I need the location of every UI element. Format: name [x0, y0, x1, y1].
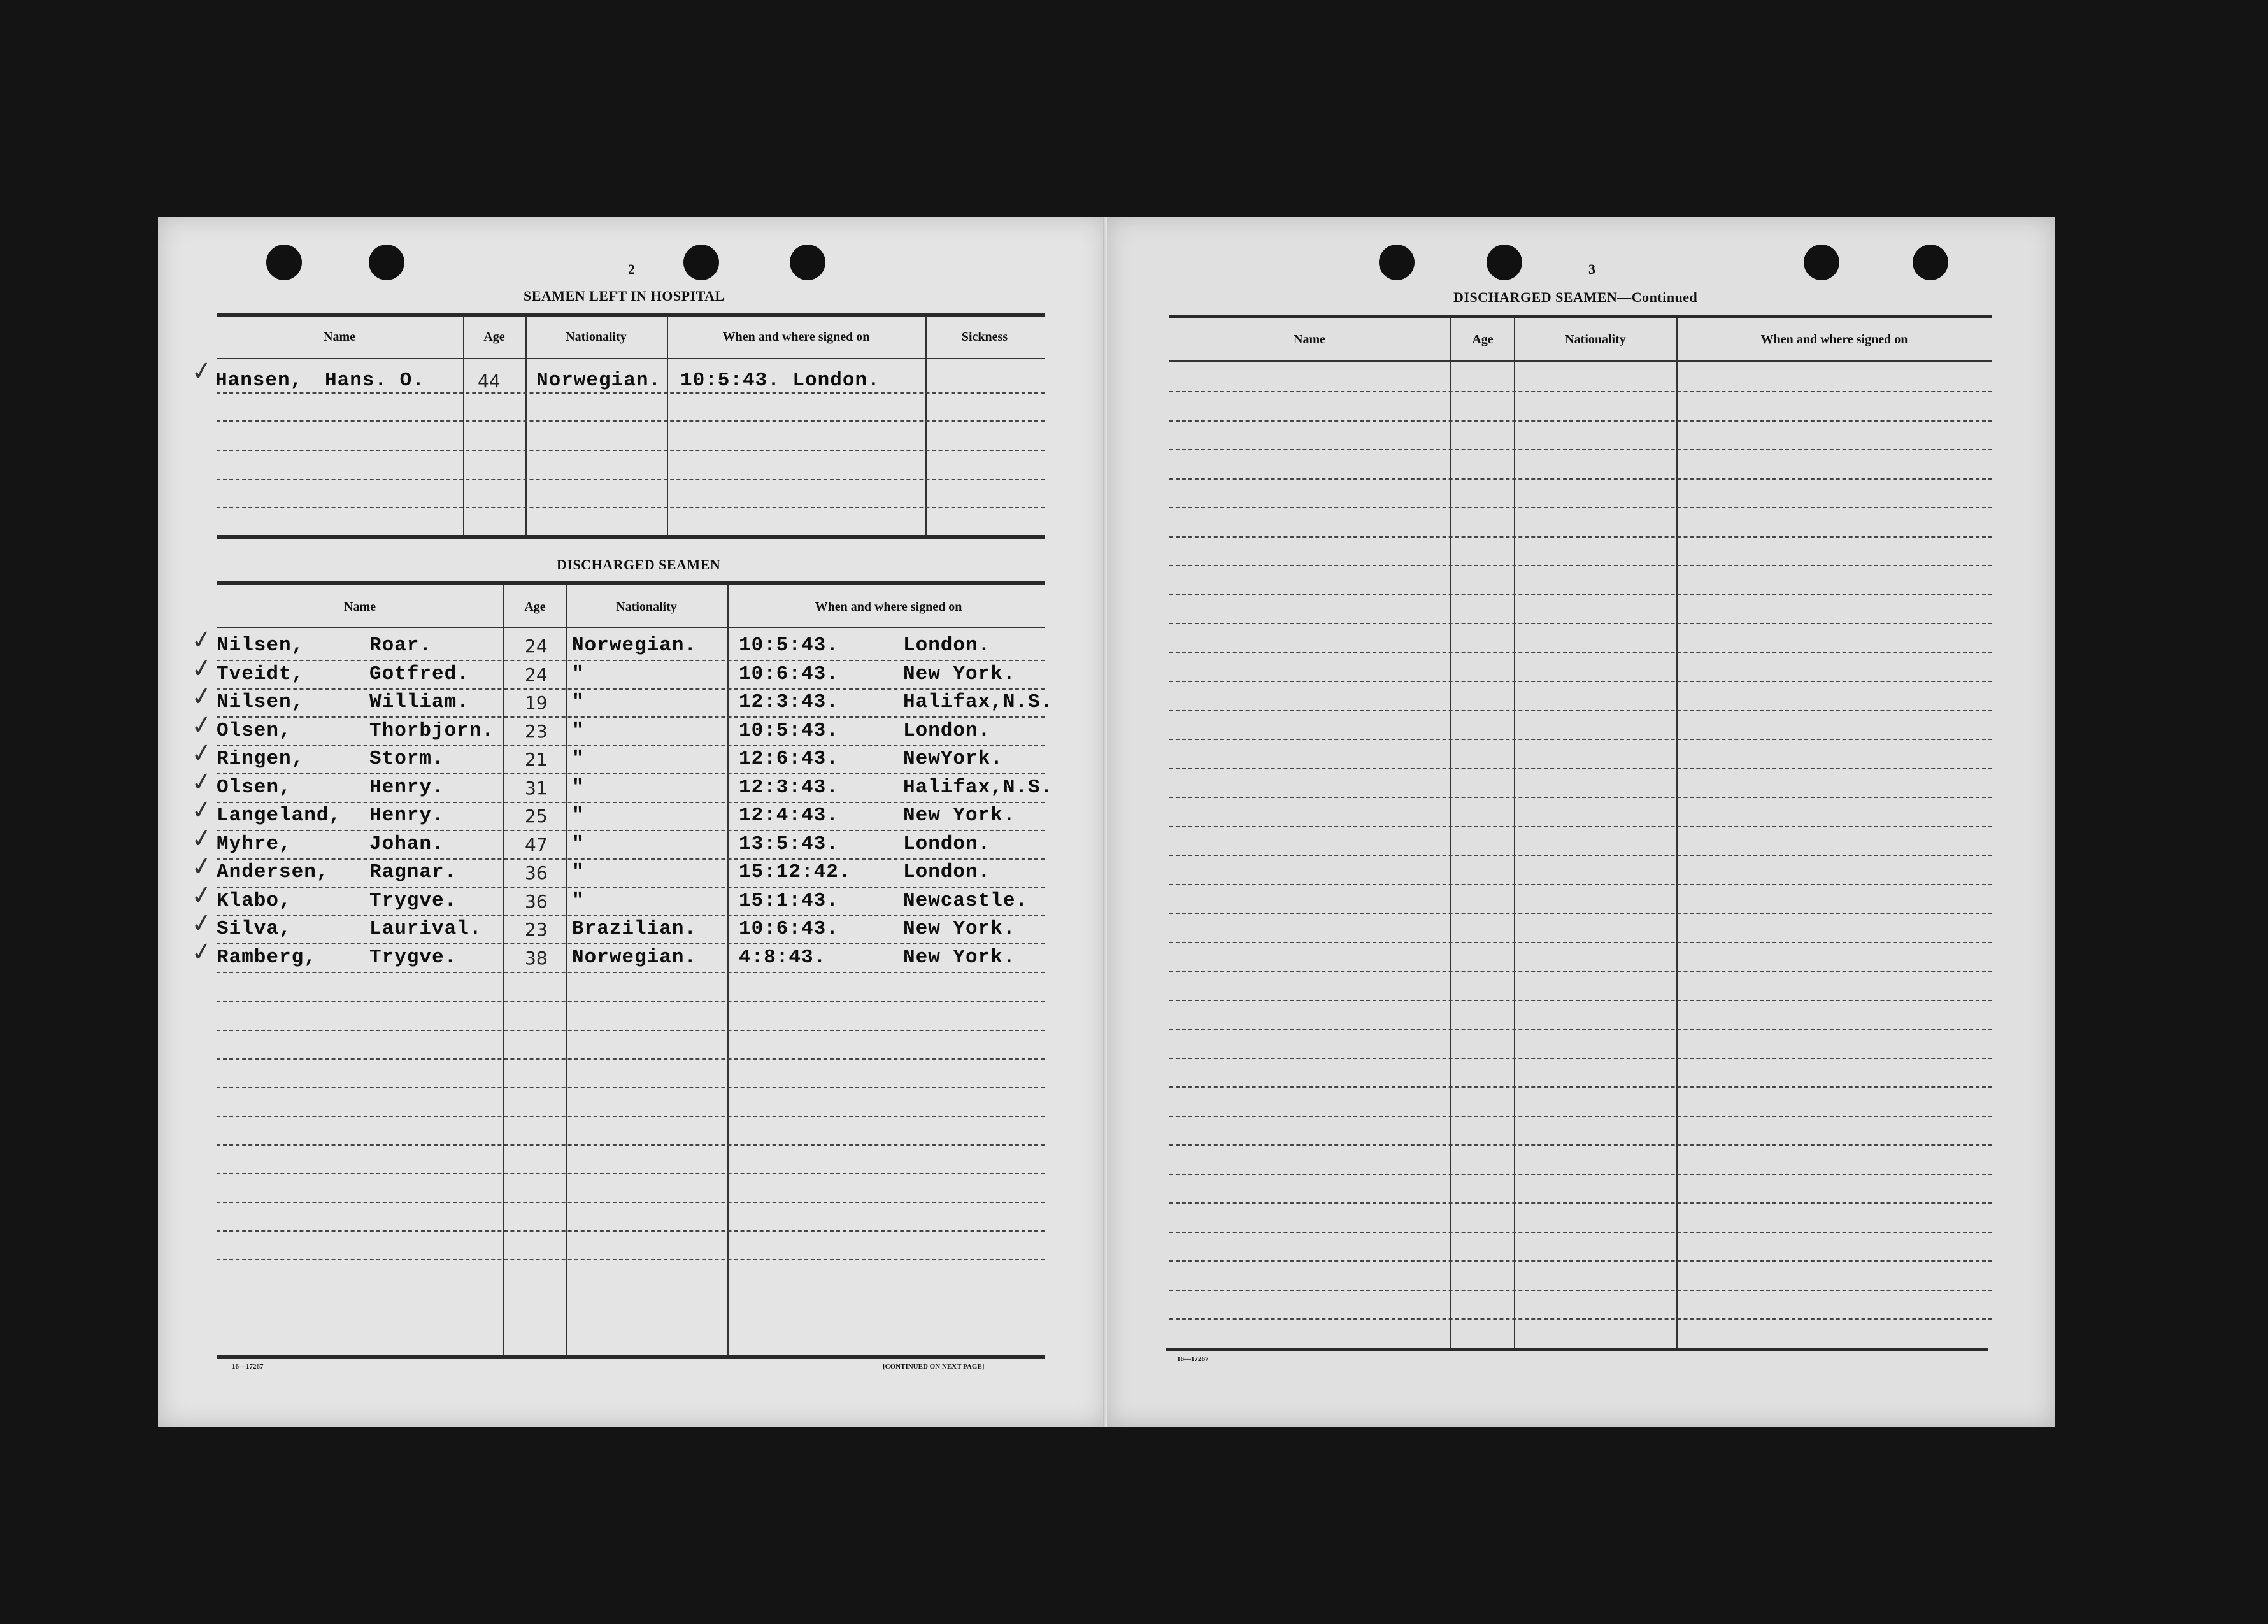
check-mark-icon: ✓	[189, 355, 215, 388]
row-line	[1169, 565, 1992, 566]
form-code: 16—17267	[232, 1363, 264, 1371]
table-rule	[217, 313, 1045, 317]
row-given-name: William.	[369, 691, 469, 713]
row-line	[217, 802, 1045, 803]
table-rule	[217, 535, 1045, 539]
row-line	[217, 1230, 1045, 1232]
row-given-name: Henry.	[369, 776, 445, 799]
row-signed-place: Halifax,N.S.	[903, 776, 1053, 799]
row-line	[217, 716, 1045, 718]
check-mark-icon: ✓	[189, 737, 215, 770]
hospital-row-given: Hans. O.	[325, 369, 425, 392]
row-line	[1169, 652, 1992, 653]
row-given-name: Henry.	[369, 804, 445, 827]
hospital-row-nationality: Norwegian.	[536, 369, 662, 392]
header-signed-on: When and where signed on	[815, 600, 962, 614]
row-age: 24	[525, 636, 548, 657]
row-line	[1169, 507, 1992, 508]
row-line	[217, 830, 1045, 831]
row-line	[217, 1001, 1045, 1002]
row-line	[217, 507, 1045, 508]
check-mark-icon: ✓	[189, 766, 215, 798]
table-rule	[1169, 315, 1992, 318]
row-age: 31	[525, 777, 548, 799]
row-line	[1169, 1000, 1992, 1001]
punch-hole	[1379, 245, 1415, 280]
row-surname: Nilsen,	[217, 634, 304, 657]
column-divider	[1514, 318, 1515, 1350]
row-signed-place: London.	[903, 861, 991, 883]
row-surname: Nilsen,	[217, 691, 304, 713]
page-number: 2	[628, 261, 635, 277]
header-nationality: Nationality	[616, 600, 677, 614]
header-age: Age	[1472, 332, 1494, 346]
row-line	[217, 479, 1045, 480]
row-given-name: Ragnar.	[369, 861, 457, 883]
row-line	[1169, 1232, 1992, 1233]
check-mark-icon: ✓	[189, 936, 215, 968]
row-line	[217, 972, 1045, 973]
row-line	[217, 887, 1045, 888]
table-rule	[1166, 1348, 1988, 1351]
row-line	[1169, 913, 1992, 914]
row-surname: Ramberg,	[217, 946, 317, 969]
row-given-name: Trygve.	[369, 946, 457, 969]
row-line	[1169, 536, 1992, 538]
row-signed-date: 13:5:43.	[739, 832, 839, 855]
header-signed-on: When and where signed on	[722, 330, 870, 344]
row-line	[1169, 884, 1992, 885]
row-line	[1169, 942, 1992, 943]
row-signed-date: 10:5:43.	[739, 634, 839, 657]
row-age: 24	[525, 664, 548, 685]
column-divider	[1676, 318, 1678, 1350]
header-age: Age	[483, 330, 505, 344]
row-line	[1169, 623, 1992, 624]
row-line	[1169, 797, 1992, 798]
row-line	[217, 943, 1045, 944]
row-line	[217, 1202, 1045, 1203]
row-line	[217, 688, 1045, 690]
row-nationality: "	[572, 889, 585, 912]
row-line	[217, 745, 1045, 746]
row-age: 25	[525, 806, 548, 827]
row-signed-place: London.	[903, 719, 991, 742]
row-signed-place: New York.	[903, 804, 1016, 827]
row-line	[217, 773, 1045, 774]
header-name: Name	[344, 600, 376, 614]
row-given-name: Johan.	[369, 832, 445, 855]
row-signed-date: 12:3:43.	[739, 691, 839, 713]
punch-hole	[369, 245, 404, 280]
row-given-name: Laurival.	[369, 918, 482, 940]
row-age: 36	[525, 890, 548, 912]
row-line	[217, 1173, 1045, 1174]
punch-hole	[1487, 245, 1522, 280]
row-line	[1169, 1029, 1992, 1030]
row-signed-place: New York.	[903, 946, 1016, 969]
row-surname: Andersen,	[217, 861, 329, 883]
check-mark-icon: ✓	[189, 680, 215, 713]
row-line	[1169, 1290, 1992, 1291]
row-line	[1169, 478, 1992, 480]
punch-hole	[683, 245, 719, 280]
hospital-row-surname: Hansen,	[215, 369, 303, 392]
row-line	[217, 1030, 1045, 1031]
row-line	[1169, 594, 1992, 595]
header-age: Age	[524, 600, 546, 614]
row-signed-date: 10:6:43.	[739, 918, 839, 940]
row-signed-place: NewYork.	[903, 748, 1003, 770]
row-line	[1169, 1318, 1992, 1320]
punch-hole	[1804, 245, 1839, 280]
row-surname: Olsen,	[217, 719, 292, 742]
row-age: 36	[525, 862, 548, 883]
check-mark-icon: ✓	[189, 652, 215, 685]
row-line	[1169, 826, 1992, 827]
row-line	[217, 1087, 1045, 1088]
row-nationality: Brazilian.	[572, 918, 697, 940]
header-nationality: Nationality	[566, 330, 627, 344]
check-mark-icon: ✓	[189, 794, 215, 827]
row-signed-place: New York.	[903, 918, 1016, 940]
row-line	[1169, 1260, 1992, 1262]
row-given-name: Gotfred.	[369, 662, 469, 685]
header-name: Name	[1294, 332, 1325, 346]
row-nationality: Norwegian.	[572, 634, 697, 657]
row-surname: Ringen,	[217, 748, 304, 770]
check-mark-icon: ✓	[189, 709, 215, 741]
row-line	[1169, 1086, 1992, 1088]
row-line	[1169, 1174, 1992, 1175]
row-surname: Olsen,	[217, 776, 292, 799]
check-mark-icon: ✓	[189, 850, 215, 883]
row-given-name: Roar.	[369, 634, 432, 657]
row-age: 47	[525, 834, 548, 855]
row-nationality: "	[572, 719, 585, 742]
table-rule	[217, 358, 1045, 359]
row-signed-place: New York.	[903, 662, 1016, 685]
row-line	[1169, 1202, 1992, 1204]
check-mark-icon: ✓	[189, 879, 215, 911]
header-nationality: Nationality	[1565, 332, 1626, 346]
header-name: Name	[324, 330, 355, 344]
row-surname: Silva,	[217, 918, 292, 940]
column-divider	[566, 585, 567, 1357]
row-line	[1169, 1058, 1992, 1059]
row-surname: Tveidt,	[217, 662, 304, 685]
row-nationality: "	[572, 748, 585, 770]
row-nationality: "	[572, 832, 585, 855]
row-line	[217, 420, 1045, 422]
row-signed-date: 10:5:43.	[739, 719, 839, 742]
row-signed-place: Newcastle.	[903, 889, 1029, 912]
right-section-title: DISCHARGED SEAMEN—Continued	[1453, 289, 1698, 305]
row-age: 19	[525, 692, 548, 713]
row-signed-date: 15:1:43.	[739, 889, 839, 912]
row-nationality: Norwegian.	[572, 946, 697, 969]
row-age: 38	[525, 947, 548, 969]
row-line	[1169, 1144, 1992, 1146]
row-age: 23	[525, 720, 548, 742]
punch-hole	[266, 245, 302, 280]
header-signed-on: When and where signed on	[1760, 332, 1908, 346]
column-divider	[727, 585, 729, 1357]
column-divider	[1450, 318, 1451, 1350]
check-mark-icon: ✓	[189, 623, 215, 657]
punch-hole	[1913, 245, 1948, 280]
row-surname: Klabo,	[217, 889, 292, 912]
row-line	[1169, 739, 1992, 740]
row-signed-place: London.	[903, 634, 991, 657]
row-line	[1169, 681, 1992, 682]
continued-note: [CONTINUED ON NEXT PAGE]	[883, 1363, 985, 1371]
row-age: 23	[525, 919, 548, 940]
row-signed-date: 15:12:42.	[739, 861, 852, 883]
row-given-name: Thorbjorn.	[369, 719, 495, 742]
row-line	[1169, 1116, 1992, 1117]
column-divider	[525, 316, 527, 536]
row-nationality: "	[572, 691, 585, 713]
row-signed-date: 12:4:43.	[739, 804, 839, 827]
row-line	[217, 1259, 1045, 1260]
page-number: 3	[1588, 261, 1595, 277]
check-mark-icon: ✓	[189, 822, 215, 855]
row-signed-date: 12:6:43.	[739, 748, 839, 770]
column-divider	[503, 585, 504, 1357]
row-line	[1169, 768, 1992, 769]
row-line	[1169, 710, 1992, 711]
row-line	[1169, 449, 1992, 450]
row-signed-place: Halifax,N.S.	[903, 691, 1053, 713]
discharged-section-title: DISCHARGED SEAMEN	[557, 557, 721, 573]
table-rule	[217, 1355, 1045, 1359]
punch-hole	[790, 245, 825, 280]
row-line	[217, 660, 1045, 661]
header-sickness: Sickness	[961, 330, 1008, 344]
row-nationality: "	[572, 662, 585, 685]
hospital-row-signed-on: 10:5:43. London.	[680, 369, 880, 392]
row-line	[1169, 971, 1992, 972]
row-age: 21	[525, 749, 548, 770]
row-surname: Langeland,	[217, 804, 342, 827]
table-rule	[1169, 360, 1992, 362]
column-divider	[667, 316, 668, 536]
check-mark-icon: ✓	[189, 907, 215, 940]
column-divider	[463, 316, 464, 536]
form-code: 16—17267	[1177, 1355, 1209, 1363]
table-rule	[217, 627, 1045, 628]
row-line	[1169, 420, 1992, 422]
row-line	[217, 915, 1045, 916]
row-signed-date: 4:8:43.	[739, 946, 827, 969]
row-signed-place: London.	[903, 832, 991, 855]
row-signed-date: 10:6:43.	[739, 662, 839, 685]
row-signed-date: 12:3:43.	[739, 776, 839, 799]
row-line	[217, 1116, 1045, 1117]
row-surname: Myhre,	[217, 832, 292, 855]
row-line	[217, 450, 1045, 451]
row-nationality: "	[572, 861, 585, 883]
hospital-row-age: 44	[478, 371, 501, 392]
column-divider	[925, 316, 927, 536]
row-line	[1169, 855, 1992, 856]
row-given-name: Trygve.	[369, 889, 457, 912]
right-page	[1107, 217, 2055, 1427]
row-line	[217, 1058, 1045, 1060]
table-rule	[217, 581, 1045, 585]
row-line	[217, 858, 1045, 860]
row-line	[1169, 391, 1992, 392]
row-line	[217, 392, 1045, 394]
row-given-name: Storm.	[369, 748, 445, 770]
row-line	[217, 1144, 1045, 1146]
hospital-section-title: SEAMEN LEFT IN HOSPITAL	[524, 288, 725, 304]
row-nationality: "	[572, 776, 585, 799]
row-nationality: "	[572, 804, 585, 827]
